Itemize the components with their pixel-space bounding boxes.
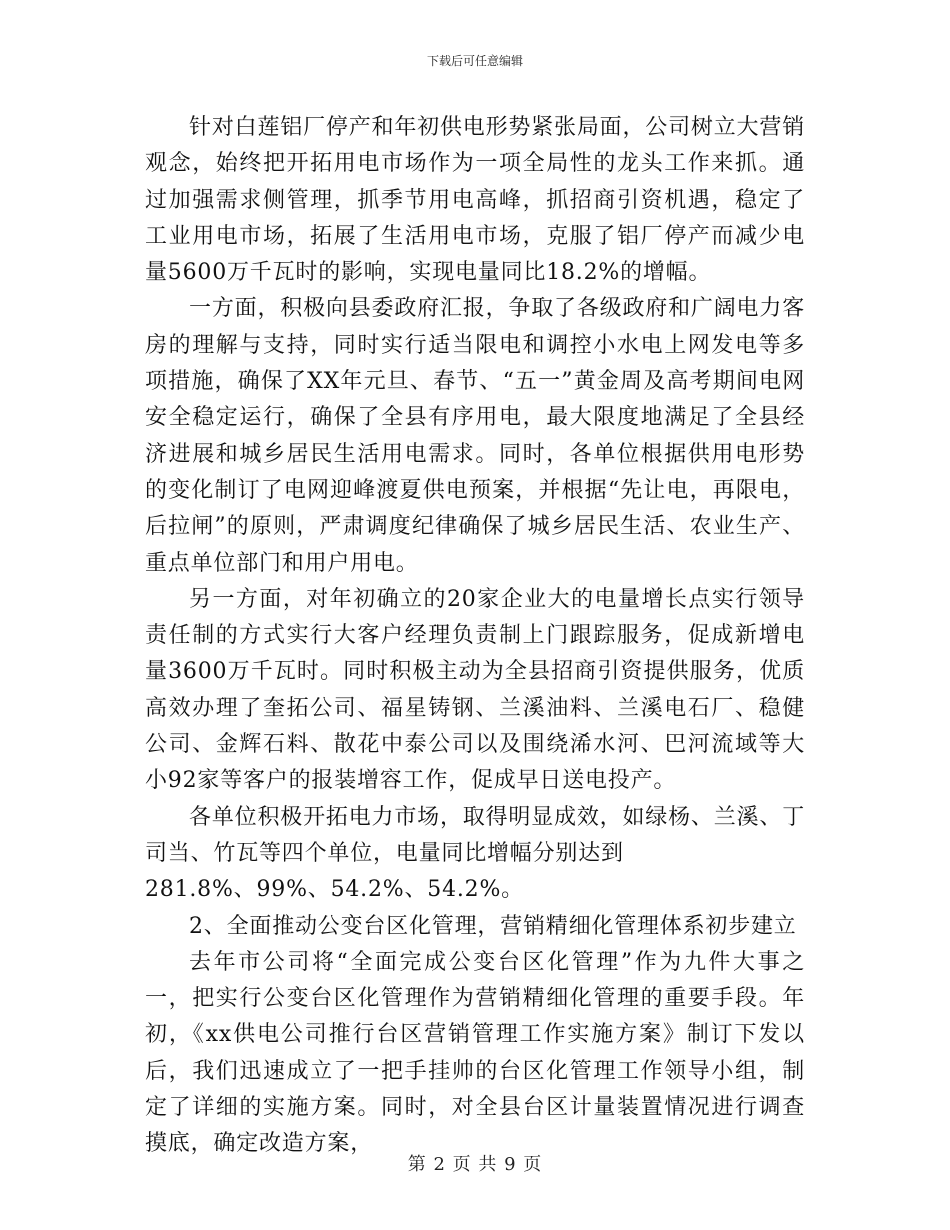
paragraph-government-support: 一方面，积极向县委政府汇报，争取了各级政府和广阔电力客房的理解与支持，同时实行适当限电和调控小水电上网发电等多项措施，确保了XX年元旦、春节、“五一”黄金周及高考期间电网安全稳定运行，确保了全县有序用电，最大限度地满足了全县经济进展和城乡居民生活用电需求。同时，各单位根据供用电形势的变化制订了电网迎峰渡夏供电预案，并根据“先让电，再限电，后拉闸”的原则，严肃调度纪律确保了城乡居民生活、农业生产、重点单位部门和用户用电。	[145, 296, 805, 576]
paragraph-growth-rates: 281.8%、99%、54.2%、54.2%。	[145, 877, 524, 903]
document-body	[145, 110, 805, 1163]
paragraph-key-customers: 另一方面，对年初确立的20家企业大的电量增长点实行领导责任制的方式实行大客户经理负责制上门跟踪服务，促成新增电量3600万千瓦时。同时积极主动为全县招商引资提供服务，优质高效办理了奎拓公司、福星铸钢、兰溪油料、兰溪电石厂、稳健公司、金辉石料、散花中泰公司以及围绕浠水河、巴河流域等大小92家等客户的报装增容工作，促成早日送电投产。	[145, 586, 805, 794]
paragraph-transformer-area-management: 去年市公司将“全面完成公变台区化管理”作为九件大事之一，把实行公变台区化管理作为营销精细化管理的重要手段。年初，《xx供电公司推行台区营销管理工作实施方案》制订下发以后，我们迅速成立了一把手挂帅的台区化管理工作领导小组，制定了详细的实施方案。同时，对全县台区计量装置情况进行调查摸底，确定改造方案，	[145, 949, 805, 1157]
page-number: 第 2 页 共 9 页	[407, 1154, 543, 1175]
paragraph-market-development: 针对白莲铝厂停产和年初供电形势紧张局面，公司树立大营销观念，始终把开拓用电市场作为一项全局性的龙头工作来抓。通过加强需求侧管理，抓季节用电高峰，抓招商引资机遇，稳定了工业用电市场，拓展了生活用电市场，克服了铝厂停产而减少电量5600万千瓦时的影响，实现电量同比18.2%的增幅。	[145, 115, 805, 286]
paragraph-unit-results: 各单位积极开拓电力市场，取得明显成效，如绿杨、兰溪、丁司当、竹瓦等四个单位，电量同比增幅分别达到	[145, 804, 805, 866]
page-header: 下载后可任意编辑	[426, 54, 523, 68]
section-heading-transformer-area-management: 2、全面推动公变台区化管理，营销精细化管理体系初步建立	[189, 913, 797, 939]
